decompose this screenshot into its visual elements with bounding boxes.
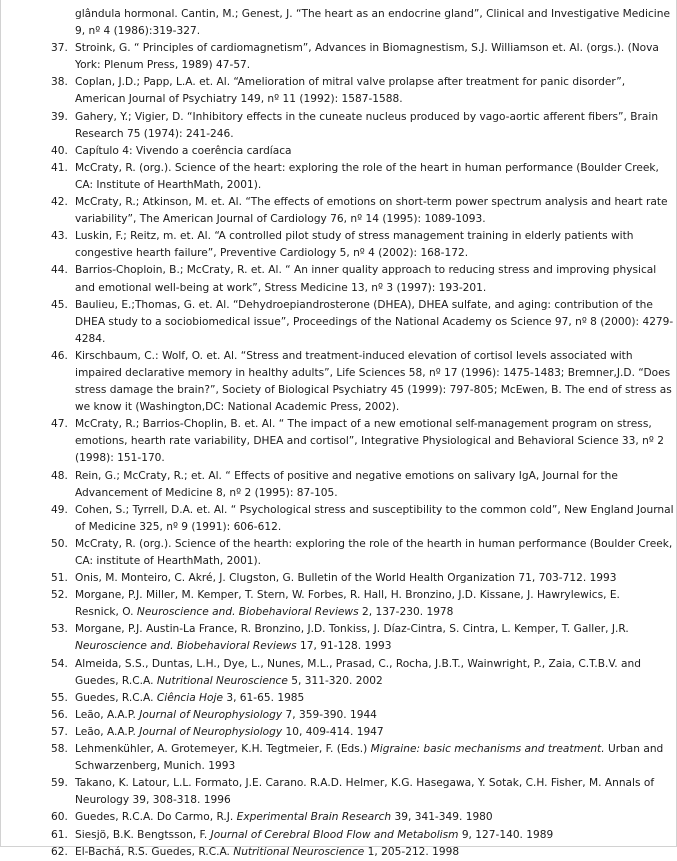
reference-entry bbox=[0, 74, 677, 108]
reference-number: 38. bbox=[51, 76, 68, 89]
reference-entry bbox=[0, 707, 677, 724]
reference-text-line: Kirschbaum, C.: Wolf, O. et. Al. “Stress and treatment-induced elevation of cortisol levels associated with bbox=[75, 349, 633, 362]
reference-entry bbox=[0, 160, 677, 194]
reference-text-line: Morgane, P.J. Miller, M. Kemper, T. Stern, W. Forbes, R. Hall, H. Bronzino, J.D. Kissane, J. Hawrylewics, E. bbox=[75, 589, 620, 602]
reference-entry bbox=[0, 109, 677, 143]
reference-number: 42. bbox=[51, 196, 68, 209]
reference-number: 49. bbox=[51, 503, 68, 516]
reference-text-line: Coplan, J.D.; Papp, L.A. et. Al. “Amelioration of mitral valve prolapse after treatment for panic disorder”, bbox=[75, 76, 626, 89]
reference-entry bbox=[0, 6, 677, 40]
reference-text-line: Morgane, P.J. Austin-La France, R. Bronzino, J.D. Tonkiss, J. Díaz-Cintra, S. Cintra, L. Kemper, T. Galler, J.R. bbox=[75, 623, 629, 636]
reference-text-line: DHEA study to a sociobiomedical issue”, Proceedings of the National Academy os Science 97, nº 8 (2000): 4279- bbox=[75, 315, 674, 328]
reference-number: 43. bbox=[51, 230, 68, 243]
reference-number: 57. bbox=[51, 725, 68, 738]
reference-entry bbox=[0, 194, 677, 228]
reference-text-line: York: Plenum Press, 1989) 47-57. bbox=[75, 59, 251, 72]
reference-list bbox=[0, 6, 677, 861]
reference-text-line: Neurology 39, 308-318. 1996 bbox=[75, 794, 231, 807]
reference-number: 50. bbox=[51, 537, 68, 550]
reference-entry bbox=[0, 536, 677, 570]
reference-number: 37. bbox=[51, 42, 68, 55]
reference-text-line: Guedes, R.C.A. Do Carmo, R.J. Experimental Brain Research 39, 341-349. 1980 bbox=[75, 811, 493, 824]
reference-text-line: Guedes, R.C.A. Ciência Hoje 3, 61-65. 1985 bbox=[75, 691, 305, 704]
reference-entry bbox=[0, 40, 677, 74]
reference-number: 58. bbox=[51, 743, 68, 756]
reference-text-line: Neuroscience and. Biobehavioral Reviews 17, 91-128. 1993 bbox=[75, 640, 392, 653]
reference-text-line: (1998): 151-170. bbox=[75, 452, 165, 465]
reference-number: 62. bbox=[51, 845, 68, 858]
reference-number: 59. bbox=[51, 777, 68, 790]
reference-text-line: Capítulo 4: Vivendo a coerência cardíaca bbox=[75, 144, 292, 157]
reference-text-line: Leão, A.A.P. Journal of Neurophysiology 7, 359-390. 1944 bbox=[75, 708, 377, 721]
reference-text-line: CA: Institute of HearthMath, 2001). bbox=[75, 178, 262, 191]
reference-text-line: Siesjö, B.K. Bengtsson, F. Journal of Cerebral Blood Flow and Metabolism 9, 127-140. 1989 bbox=[75, 828, 554, 841]
reference-text-line: and emotional well-being at work”, Stress Medicine 13, nº 3 (1997): 193-201. bbox=[75, 281, 487, 294]
reference-text-line: McCraty, R.; Barrios-Choplin, B. et. Al. “ The impact of a new emotional self-management program on stress, bbox=[75, 418, 652, 431]
reference-text-line: stress damage the brain?”, Society of Biological Psychiatry 45 (1999): 797-805; McEwen, B. The end of stress as bbox=[75, 384, 672, 397]
reference-entry bbox=[0, 827, 677, 844]
reference-number: 40. bbox=[51, 144, 68, 157]
reference-text-line: glândula hormonal. Cantin, M.; Genest, J. “The heart as an endocrine gland”, Clinical and Investigative Medicine bbox=[75, 8, 670, 20]
reference-text-line: Guedes, R.C.A. Nutritional Neuroscience 5, 311-320. 2002 bbox=[75, 674, 383, 687]
reference-number: 51. bbox=[51, 572, 68, 585]
reference-number: 41. bbox=[51, 161, 68, 174]
reference-text-line: impaired declarative memory in healthy adults”, Life Sciences 58, nº 17 (1996): 1475-1483; Bremner,J.D. “Does bbox=[75, 366, 671, 379]
reference-entry bbox=[0, 690, 677, 707]
reference-entry bbox=[0, 416, 677, 467]
reference-text-line: Resnick, O. Neuroscience and. Biobehavioral Reviews 2, 137-230. 1978 bbox=[75, 606, 454, 619]
reference-number: 60. bbox=[51, 811, 68, 824]
reference-text-line: Almeida, S.S., Duntas, L.H., Dye, L., Nunes, M.L., Prasad, C., Rocha, J.B.T., Wainwright, P., Zaia, C.T.B.V. and bbox=[75, 657, 641, 670]
reference-text-line: we know it (Washington,DC: National Academic Press, 2002). bbox=[75, 401, 400, 414]
reference-text-line: 9, nº 4 (1986):319-327. bbox=[75, 25, 201, 38]
reference-entry bbox=[0, 844, 677, 861]
reference-text-line: of Medicine 325, nº 9 (1991): 606-612. bbox=[75, 520, 282, 533]
reference-number: 52. bbox=[51, 589, 68, 602]
reference-number: 46. bbox=[51, 349, 68, 362]
reference-text-line: 4284. bbox=[75, 332, 106, 345]
reference-number: 53. bbox=[51, 623, 68, 636]
reference-text-line: McCraty, R. (org.). Science of the heart: exploring the role of the heart in human performance (Boulder Creek, bbox=[75, 161, 659, 174]
reference-entry bbox=[0, 570, 677, 587]
reference-text-line: Onis, M. Monteiro, C. Akré, J. Clugston, G. Bulletin of the World Health Organization 71, 703-712. 1993 bbox=[75, 572, 617, 585]
reference-entry bbox=[0, 775, 677, 809]
reference-entry bbox=[0, 724, 677, 741]
reference-number: 47. bbox=[51, 418, 68, 431]
reference-number: 54. bbox=[51, 657, 68, 670]
reference-text-line: Research 75 (1974): 241-246. bbox=[75, 127, 234, 140]
reference-number: 55. bbox=[51, 691, 68, 704]
reference-text-line: variability”, The American Journal of Cardiology 76, nº 14 (1995): 1089-1093. bbox=[75, 213, 486, 226]
reference-entry bbox=[0, 809, 677, 826]
reference-number: 44. bbox=[51, 264, 68, 277]
reference-entry bbox=[0, 297, 677, 348]
reference-entry bbox=[0, 262, 677, 296]
reference-number: 39. bbox=[51, 110, 68, 123]
reference-text-line: Gahery, Y.; Vigier, D. “Inhibitory effects in the cuneate nucleus produced by vago-aortic afferent fibers”, Brain bbox=[75, 110, 659, 123]
reference-text-line: Stroink, G. “ Principles of cardiomagnetism”, Advances in Biomagnestism, S.J. Williamson et. Al. (orgs.). (Nova bbox=[75, 42, 659, 55]
reference-text-line: emotions, hearth rate variability, DHEA and cortisol”, Integrative Physiological and Behavioral Science 33, nº 2 bbox=[75, 435, 664, 448]
reference-text-line: Schwarzenberg, Munich. 1993 bbox=[75, 760, 236, 773]
reference-entry bbox=[0, 587, 677, 621]
reference-entry bbox=[0, 621, 677, 655]
reference-text-line: CA: institute of HearthMath, 2001). bbox=[75, 555, 262, 567]
reference-text-line: congestive hearth failure”, Preventive Cardiology 5, nº 4 (2002): 168-172. bbox=[75, 247, 469, 260]
reference-entry bbox=[0, 348, 677, 416]
reference-text-line: Baulieu, E.;Thomas, G. et. Al. “Dehydroepiandrosterone (DHEA), DHEA sulfate, and aging: contribution of the bbox=[75, 298, 653, 311]
reference-number: 61. bbox=[51, 828, 68, 841]
reference-number: 45. bbox=[51, 298, 68, 311]
reference-text-line: American Journal of Psychiatry 149, nº 11 (1992): 1587-1588. bbox=[75, 93, 403, 106]
reference-text-line: McCraty, R.; Atkinson, M. et. Al. “The effects of emotions on short-term power spectrum analysis and heart rate bbox=[75, 196, 668, 209]
reference-text-line: Luskin, F.; Reitz, m. et. Al. “A controlled pilot study of stress management training in elderly patients with bbox=[75, 230, 634, 243]
reference-text-line: Lehmenkühler, A. Grotemeyer, K.H. Tegtmeier, F. (Eds.) Migraine: basic mechanisms and treatment. Urban and bbox=[75, 743, 664, 756]
reference-text-line: Rein, G.; McCraty, R.; et. Al. “ Effects of positive and negative emotions on salivary IgA, Journal for the bbox=[75, 469, 618, 482]
reference-number: 48. bbox=[51, 469, 68, 482]
reference-entry bbox=[0, 468, 677, 502]
reference-text-line: El-Bachá, R.S. Guedes, R.C.A. Nutritional Neuroscience 1, 205-212. 1998 bbox=[75, 845, 460, 858]
reference-text-line: McCraty, R. (org.). Science of the hearth: exploring the role of the hearth in human performance (Boulder Creek, bbox=[75, 537, 673, 550]
reference-text-line: Barrios-Choploin, B.; McCraty, R. et. Al. “ An inner quality approach to reducing stress and improving physical bbox=[75, 264, 657, 277]
reference-entry bbox=[0, 741, 677, 775]
reference-entry bbox=[0, 143, 677, 160]
reference-text-line: Advancement of Medicine 8, nº 2 (1995): 87-105. bbox=[75, 486, 338, 499]
reference-entry bbox=[0, 656, 677, 690]
reference-number: 56. bbox=[51, 708, 68, 721]
reference-entry bbox=[0, 228, 677, 262]
reference-text-line: Leão, A.A.P. Journal of Neurophysiology 10, 409-414. 1947 bbox=[75, 725, 384, 738]
reference-entry bbox=[0, 502, 677, 536]
reference-text-line: Takano, K. Latour, L.L. Formato, J.E. Carano. R.A.D. Helmer, K.G. Hasegawa, Y. Sotak, C.H. Fisher, M. Annals of bbox=[75, 777, 655, 790]
reference-text-line: Cohen, S.; Tyrrell, D.A. et. Al. “ Psychological stress and susceptibility to the common cold”, New England Journal bbox=[75, 503, 674, 516]
